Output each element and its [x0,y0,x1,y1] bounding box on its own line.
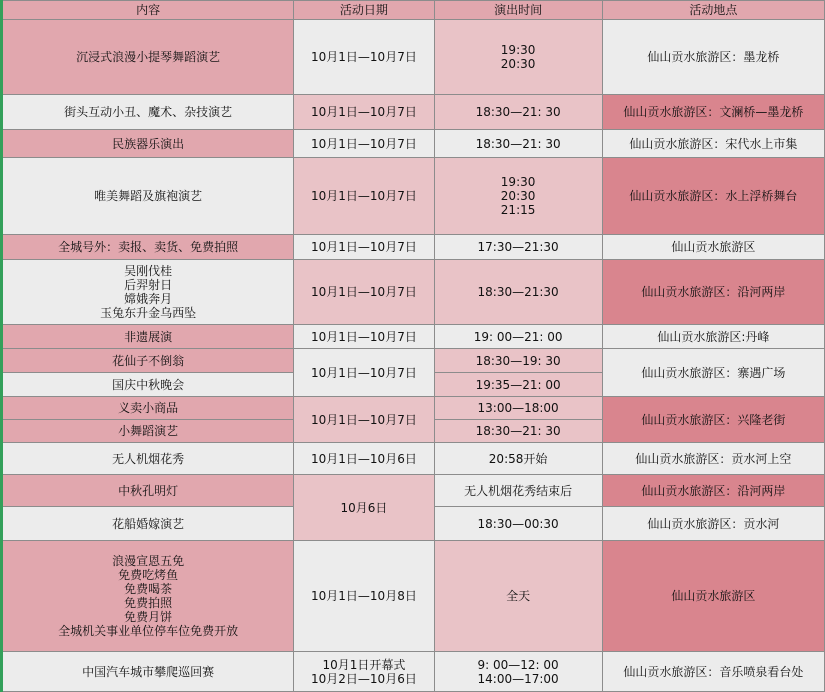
time-line: 20:30 [500,57,536,71]
cell-content: 中国汽车城市攀爬巡回赛 [2,652,294,692]
cell-place: 仙山贡水旅游区 [602,235,824,260]
table-row [2,652,825,692]
content-line: 免费月饼 [124,610,173,624]
content-line: 免费拍照 [124,596,173,610]
cell-time: 无人机烟花秀结束后 [434,475,602,507]
time-line: 20:30 [500,189,536,203]
cell-time: 20:58开始 [434,443,602,475]
cell-date: 10月1日—10月6日 [294,443,434,475]
table-row [2,475,825,507]
cell-place: 仙山贡水旅游区：墨龙桥 [602,20,824,95]
cell-content: 义卖小商品 [2,397,294,420]
cell-date: 10月1日—10月7日 [294,325,434,349]
cell-place: 仙山贡水旅游区：音乐喷泉看台处 [602,652,824,692]
table-row [2,95,825,130]
cell-time: 18:30—21: 30 [434,95,602,130]
cell-place: 仙山贡水旅游区：沿河两岸 [602,260,824,325]
cell-date: 10月1日—10月7日 [294,130,434,158]
cell-place: 仙山贡水旅游区：水上浮桥舞台 [602,158,824,235]
content-line: 免费喝茶 [124,582,173,596]
table-row [2,443,825,475]
cell-content: 非遗展演 [2,325,294,349]
cell-date: 10月1日—10月7日 [294,397,434,443]
table-row [2,541,825,652]
cell-content [2,541,294,652]
content-line: 玉兔东升金乌西坠 [100,306,197,320]
cell-content: 唯美舞蹈及旗袍演艺 [2,158,294,235]
date-line: 10月1日开幕式 [322,657,406,672]
time-line: 19:30 [500,43,536,57]
cell-time: 18:30—00:30 [434,507,602,541]
table-row [2,130,825,158]
header-date: 活动日期 [294,1,434,20]
content-line: 免费吃烤鱼 [118,568,179,582]
cell-place: 仙山贡水旅游区：贡水河 [602,507,824,541]
cell-date: 10月1日—10月8日 [294,541,434,652]
header-content: 内容 [2,1,294,20]
content-line: 全城机关事业单位停车位免费开放 [58,624,239,638]
content-line: 后羿射日 [124,278,173,292]
table-row [2,349,825,373]
cell-place: 仙山贡水旅游区：沿河两岸 [602,475,824,507]
cell-content: 无人机烟花秀 [2,443,294,475]
cell-time: 19: 00—21: 00 [434,325,602,349]
cell-time: 17:30—21:30 [434,235,602,260]
cell-time: 13:00—18:00 [434,397,602,420]
cell-time: 18:30—21: 30 [434,130,602,158]
cell-date: 10月6日 [294,475,434,541]
header-row [2,1,825,20]
cell-content [2,260,294,325]
cell-place: 仙山贡水旅游区：贡水河上空 [602,443,824,475]
cell-content: 街头互动小丑、魔术、杂技演艺 [2,95,294,130]
cell-time: 全天 [434,541,602,652]
cell-date: 10月1日—10月7日 [294,260,434,325]
cell-place: 仙山贡水旅游区：寨遇广场 [602,349,824,397]
cell-date: 10月1日—10月7日 [294,95,434,130]
cell-date: 10月1日—10月7日 [294,158,434,235]
table-row [2,260,825,325]
cell-date: 10月1日—10月7日 [294,349,434,397]
cell-place: 仙山贡水旅游区 [602,541,824,652]
cell-time [434,20,602,95]
time-line: 14:00—17:00 [477,671,559,686]
cell-content: 全城号外：卖报、卖货、免费拍照 [2,235,294,260]
cell-place: 仙山贡水旅游区：兴隆老街 [602,397,824,443]
cell-date [294,652,434,692]
cell-content: 花仙子不倒翁 [2,349,294,373]
content-line: 吴刚伐桂 [124,264,173,278]
date-line: 10月2日—10月6日 [311,671,417,686]
cell-content: 沉浸式浪漫小提琴舞蹈演艺 [2,20,294,95]
cell-place: 仙山贡水旅游区：宋代水上市集 [602,130,824,158]
table-row [2,325,825,349]
cell-time: 18:30—21:30 [434,260,602,325]
content-line: 嫦娥奔月 [124,292,173,306]
table-row [2,397,825,420]
table-row [2,235,825,260]
header-time: 演出时间 [434,1,602,20]
cell-content: 花船婚嫁演艺 [2,507,294,541]
time-line: 19:30 [500,175,536,189]
cell-content: 国庆中秋晚会 [2,373,294,397]
cell-time: 19:35—21: 00 [434,373,602,397]
cell-place: 仙山贡水旅游区:丹峰 [602,325,824,349]
cell-content: 小舞蹈演艺 [2,420,294,443]
cell-time: 18:30—21: 30 [434,420,602,443]
cell-time: 18:30—19: 30 [434,349,602,373]
cell-date: 10月1日—10月7日 [294,20,434,95]
cell-time [434,652,602,692]
cell-place: 仙山贡水旅游区：文澜桥—墨龙桥 [602,95,824,130]
time-line: 9: 00—12: 00 [477,657,559,672]
table-row [2,158,825,235]
time-line: 21:15 [500,203,536,217]
cell-time [434,158,602,235]
cell-content: 民族器乐演出 [2,130,294,158]
cell-content: 中秋孔明灯 [2,475,294,507]
header-place: 活动地点 [602,1,824,20]
content-line: 浪漫宣恩五免 [112,554,185,568]
table-row [2,20,825,95]
cell-date: 10月1日—10月7日 [294,235,434,260]
